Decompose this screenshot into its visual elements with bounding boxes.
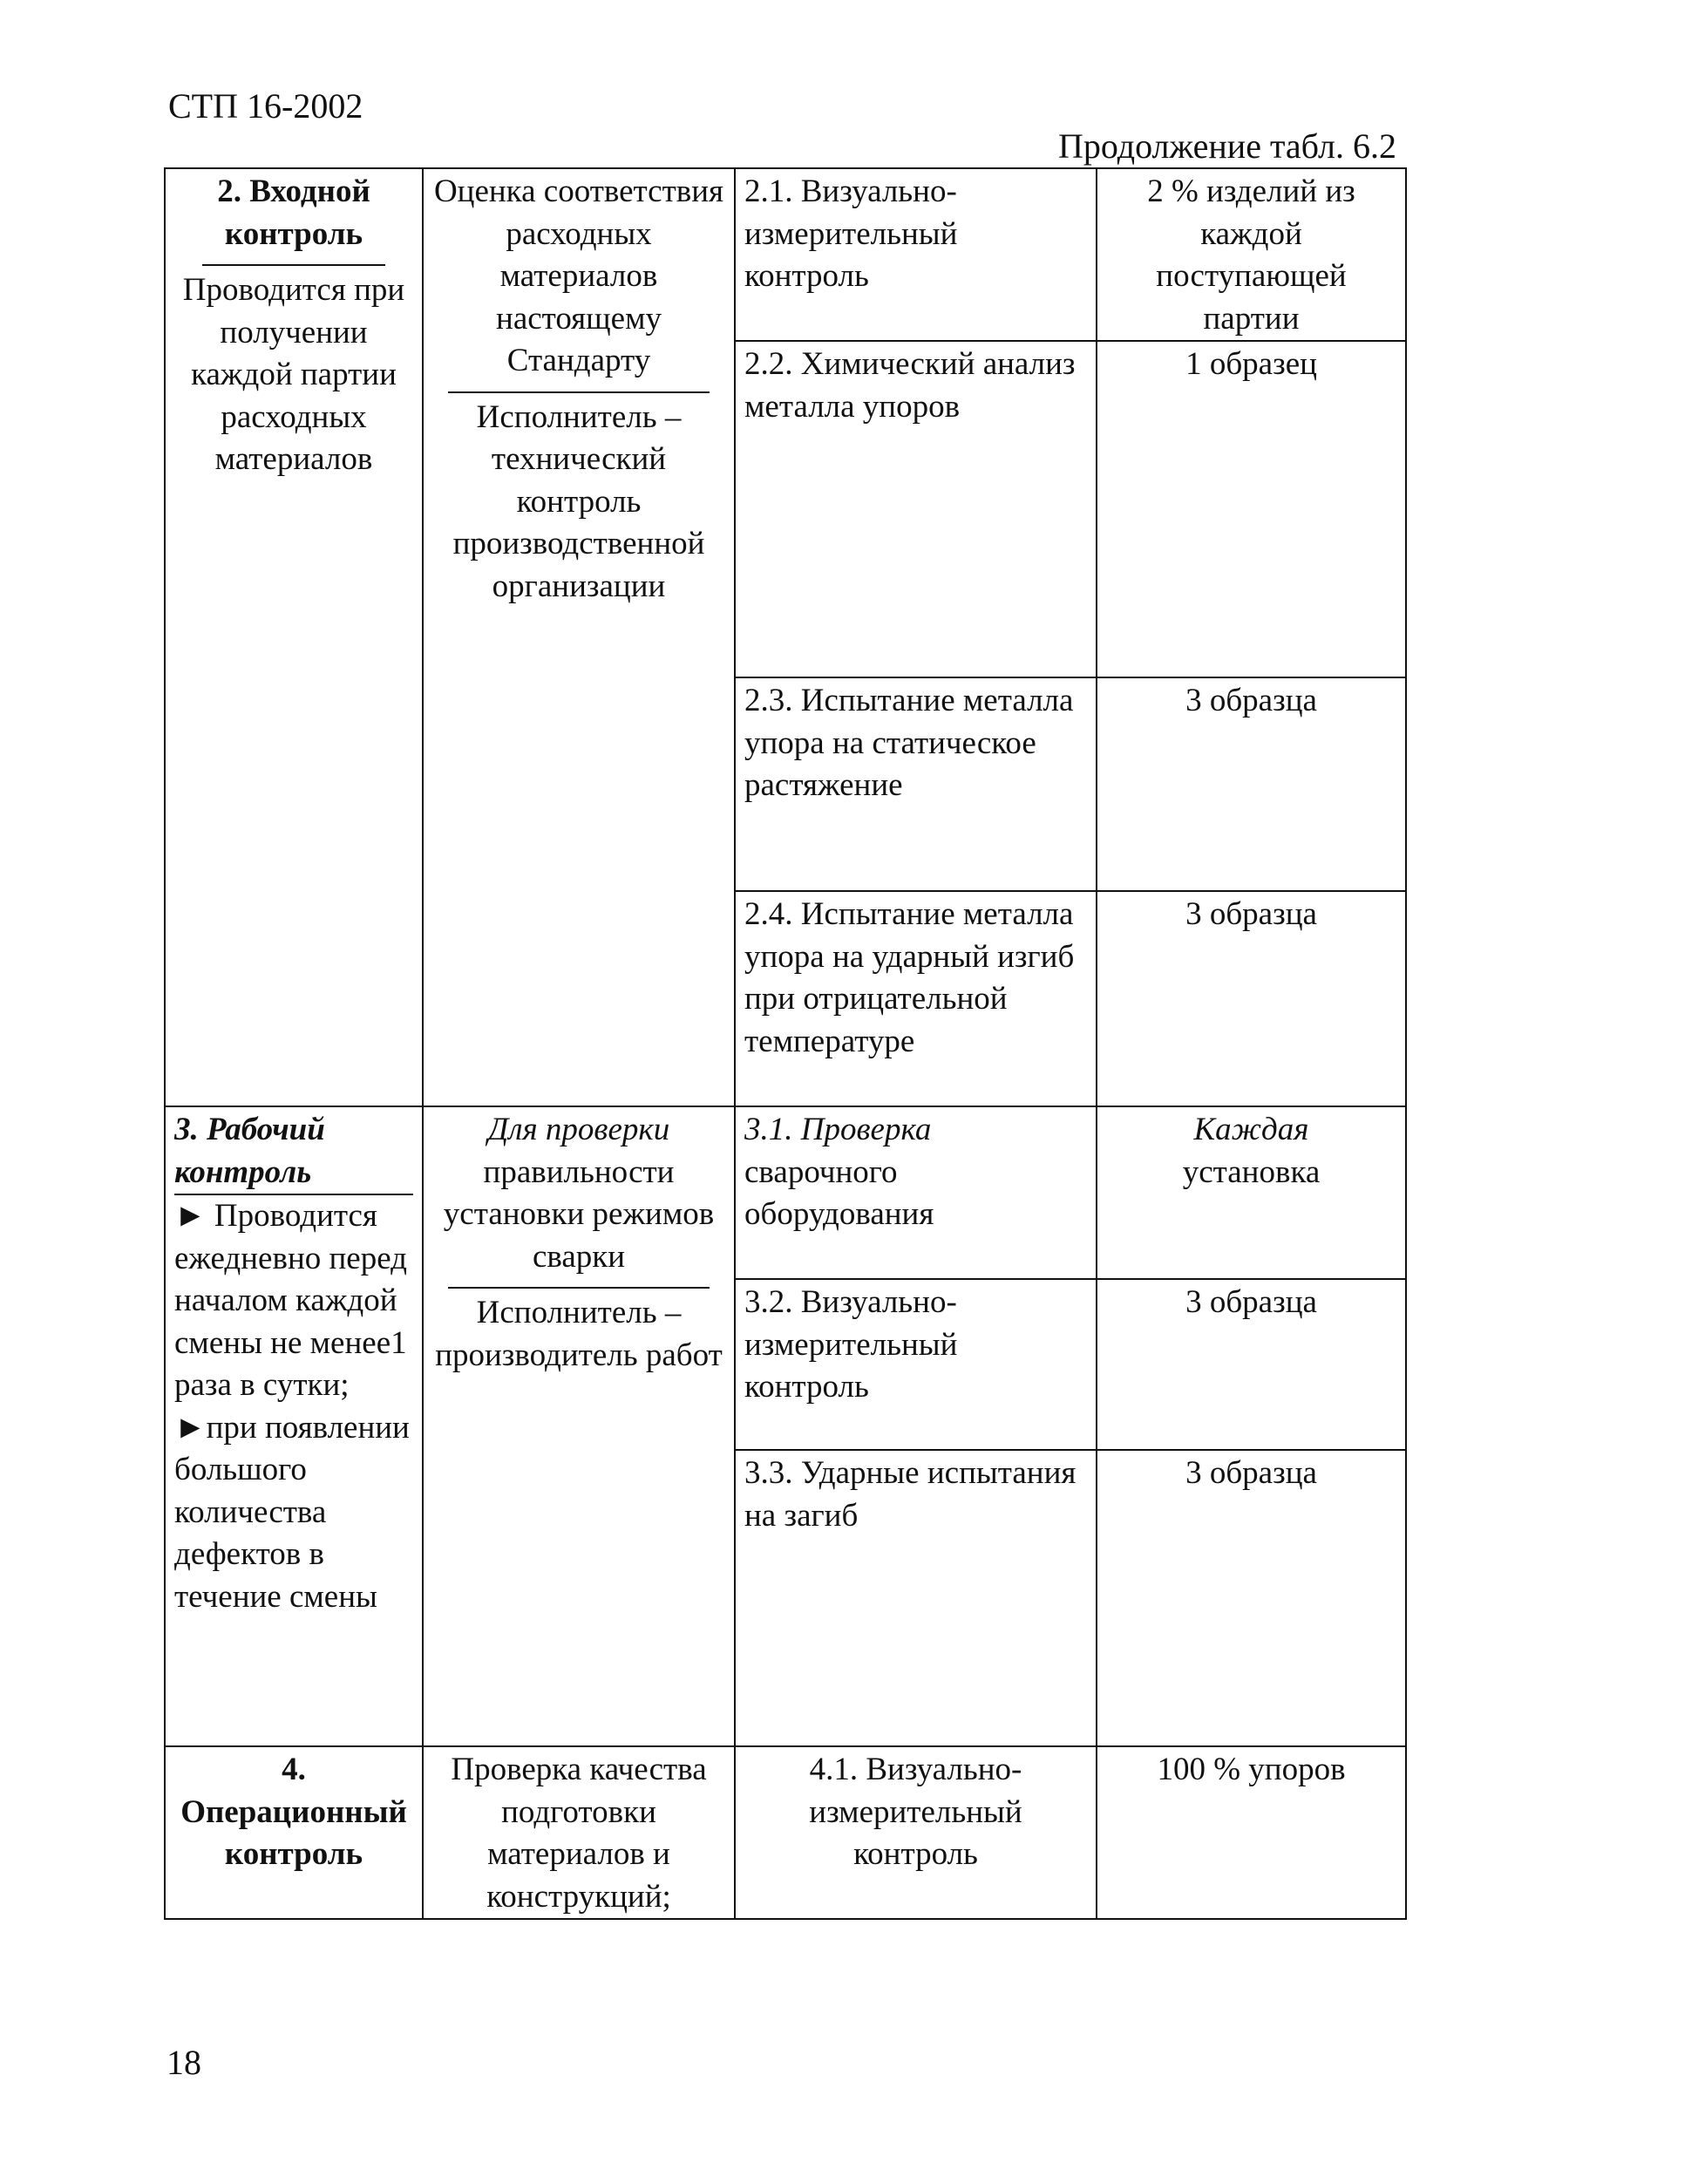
stage-title: 4. Операционный контроль bbox=[180, 1752, 407, 1872]
bullet-marker: ► bbox=[174, 1409, 207, 1446]
method-text: 2.4. Испытание металла упора на ударный изгиб при отрицательной температуре bbox=[744, 896, 1075, 1059]
purpose-cell-input bbox=[423, 168, 735, 1106]
method-cell bbox=[735, 1279, 1097, 1450]
stage-note: Проводится при получении каждой партии расходных материалов bbox=[182, 272, 405, 477]
volume-text: 100 % упоров bbox=[1157, 1752, 1346, 1787]
cell-divider bbox=[448, 1287, 710, 1289]
volume-text: 3 образца bbox=[1185, 896, 1317, 932]
method-cell bbox=[735, 891, 1097, 1106]
stage-cell-input bbox=[165, 168, 423, 1106]
method-text: 3.1. Проверка bbox=[744, 1112, 932, 1147]
purpose-cell-operational bbox=[423, 1746, 735, 1919]
document-code: СТП 16-2002 bbox=[168, 86, 363, 126]
control-table bbox=[164, 167, 1407, 1920]
stage-cell-working bbox=[165, 1106, 423, 1746]
volume-cell bbox=[1097, 341, 1406, 677]
purpose-text: Проверка качества подготовки материалов и конструкций; bbox=[451, 1752, 707, 1915]
method-cell bbox=[735, 1746, 1097, 1919]
method-text: 2.3. Испытание металла упора на статическое растяжение bbox=[744, 683, 1074, 803]
stage-title: 3. Рабочий контроль bbox=[174, 1109, 413, 1195]
method-cell bbox=[735, 341, 1097, 677]
table-row bbox=[165, 1106, 1406, 1279]
purpose-cell-working bbox=[423, 1106, 735, 1746]
volume-cell bbox=[1097, 1279, 1406, 1450]
executor-text: Исполнитель – производитель работ bbox=[435, 1295, 723, 1373]
method-cell bbox=[735, 1106, 1097, 1279]
method-cell bbox=[735, 1450, 1097, 1746]
method-text: 3.3. Ударные испытания на загиб bbox=[744, 1455, 1077, 1534]
method-text: 2.2. Химический анализ металла упоров bbox=[744, 346, 1076, 425]
method-text: 3.2. Визуально-измерительный контроль bbox=[744, 1284, 958, 1405]
bullet-item: ► Проводится ежедневно перед началом каждой смены не менее1 раза в сутки; bbox=[174, 1198, 407, 1403]
volume-text: 3 образца bbox=[1185, 1455, 1317, 1491]
volume-text: 2 % изделий из каждой поступающей партии bbox=[1147, 173, 1355, 337]
volume-cell bbox=[1097, 1746, 1406, 1919]
volume-text: 1 образец bbox=[1185, 346, 1317, 382]
page-number: 18 bbox=[166, 2043, 201, 2082]
method-cell bbox=[735, 677, 1097, 891]
method-text-rest: сварочного оборудования bbox=[744, 1153, 934, 1232]
volume-text: 3 образца bbox=[1185, 683, 1317, 718]
method-cell bbox=[735, 168, 1097, 341]
volume-cell bbox=[1097, 891, 1406, 1106]
volume-text: Каждая bbox=[1193, 1112, 1309, 1147]
bullet-item: ►при появлении большого количества дефектов в течение смены bbox=[174, 1409, 410, 1615]
purpose-text: Оценка соответствия расходных материалов настоящему Стандарту bbox=[433, 173, 724, 378]
bullet-marker: ► bbox=[174, 1198, 207, 1234]
cell-divider bbox=[202, 264, 385, 266]
executor-text: Исполнитель – технический контроль производственной организации bbox=[452, 398, 705, 604]
table-row bbox=[165, 168, 1406, 341]
table-continuation-note: Продолжение табл. 6.2 bbox=[1058, 126, 1396, 166]
volume-cell bbox=[1097, 1106, 1406, 1279]
method-text: 4.1. Визуально-измерительный контроль bbox=[809, 1752, 1022, 1872]
stage-title: 2. Входной контроль bbox=[217, 173, 370, 252]
cell-divider bbox=[448, 391, 710, 393]
volume-cell bbox=[1097, 677, 1406, 891]
purpose-text-rest: правильности установки режимов сварки bbox=[443, 1153, 715, 1275]
volume-cell bbox=[1097, 168, 1406, 341]
volume-cell bbox=[1097, 1450, 1406, 1746]
stage-cell-operational bbox=[165, 1746, 423, 1919]
table-row bbox=[165, 1746, 1406, 1919]
volume-text: 3 образца bbox=[1185, 1284, 1317, 1320]
purpose-text: Для проверки bbox=[487, 1112, 670, 1147]
volume-text-rest: установка bbox=[1182, 1153, 1321, 1190]
method-text: 2.1. Визуально-измерительный контроль bbox=[744, 173, 958, 294]
